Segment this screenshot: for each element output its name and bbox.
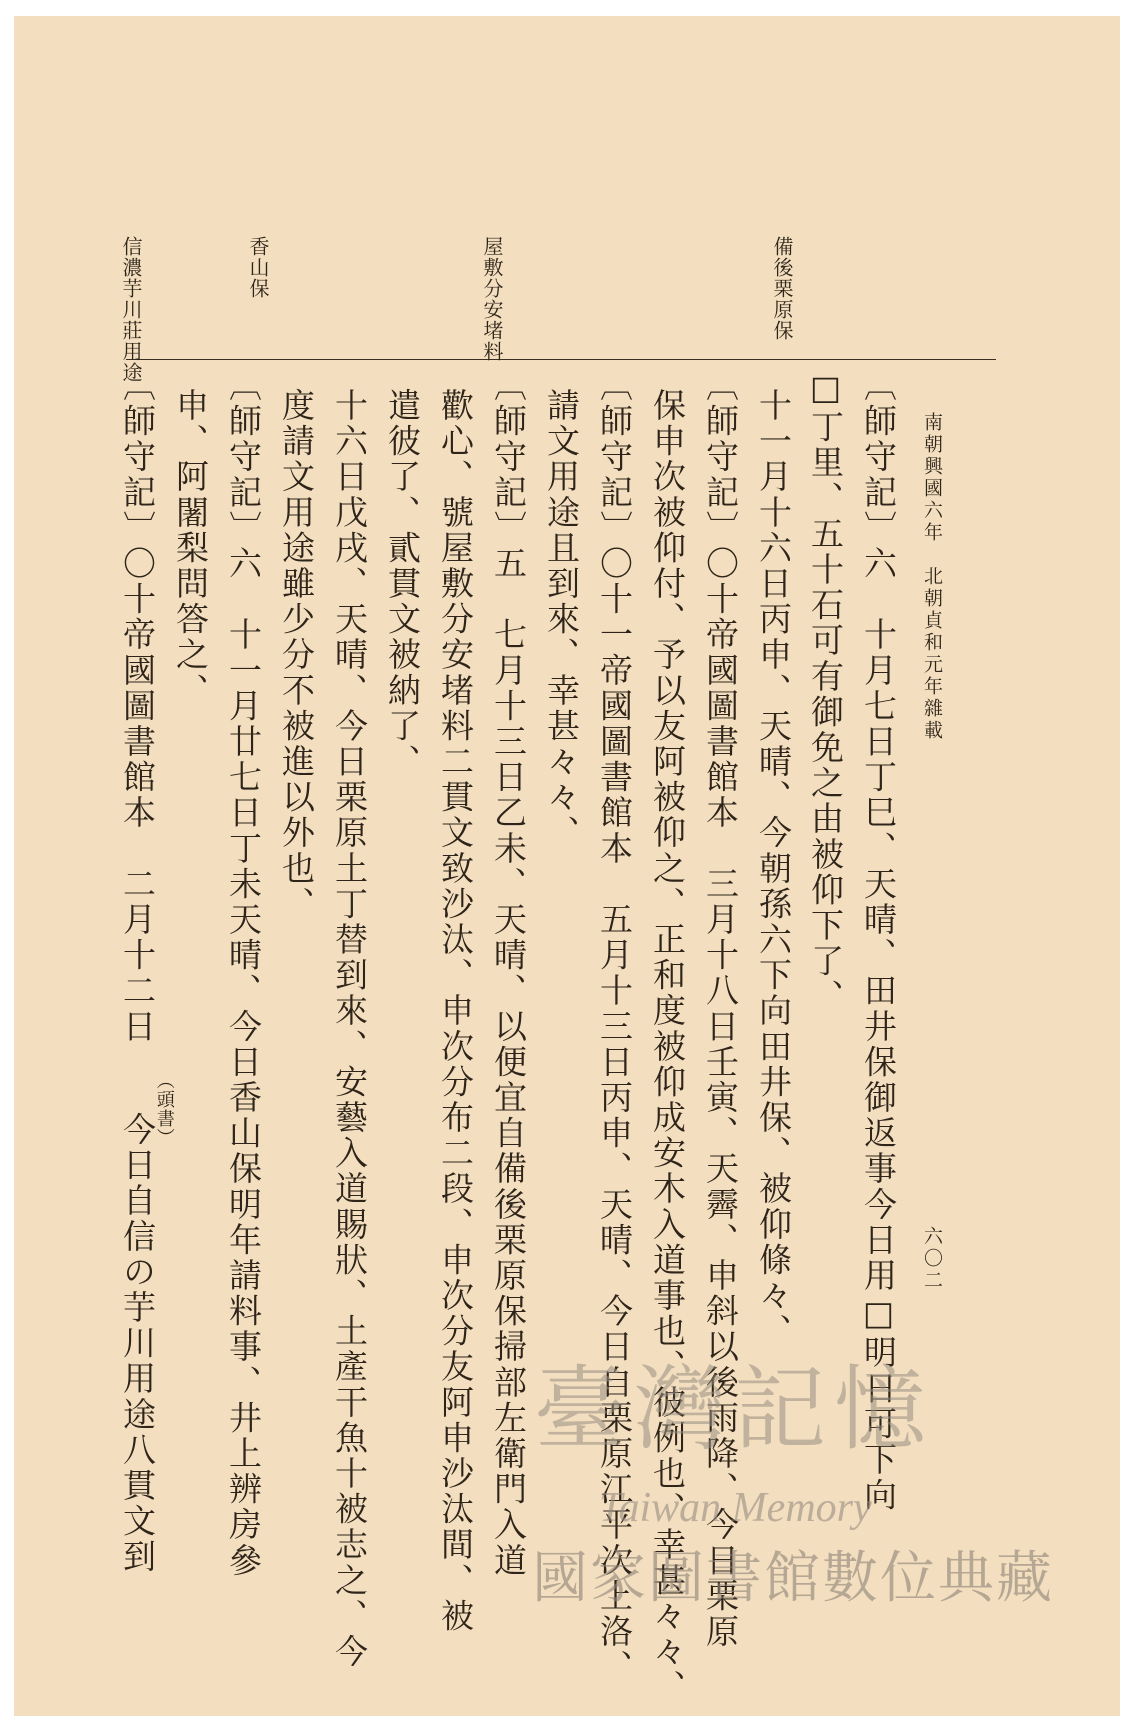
text-column-7: 請文用途且到來、幸甚々々、 [542,388,581,851]
text-column-5: 保申次被仰付、予以友阿被仰之、正和度被仰成安木入道事也、彼例也、幸甚々々、 [648,388,687,1706]
text-column-6: 〔師守記〕〇十一帝國圖書館本 五月十三日丙申、天晴、今日自栗原江平次上洛、 [595,368,634,1686]
text-column-15-cont: 今日自信の芋川用途八貫文到 [118,1112,157,1575]
margin-note-kayama: 香山保 [246,236,270,299]
text-column-10: 遣彼了、貳貫文被納了、 [383,388,422,780]
margin-note-yashiki-ando: 屋敷分安堵料 [480,236,504,362]
text-column-12: 度請文用途雖少分不被進以外也、 [277,388,316,922]
watermark-institution: 國家圖書館數位典藏 [532,1546,1054,1611]
margin-note-bingo-kurihara: 備後栗原保 [770,236,794,341]
watermark-english: Taiwan Memory [599,1485,872,1531]
running-title: 南朝興國六年 北朝貞和元年雜載 [921,412,943,742]
text-column-13: 〔師守記〕六 十一月廿七日丁未天晴、今日香山保明年請料事、井上辨房參 [224,368,263,1579]
text-column-11: 十六日戊戌、天晴、今日栗原土丁替到來、安藝入道賜狀、土產干魚十被志之、今 [330,388,369,1670]
text-column-15: 〔師守記〕〇十帝國圖書館本 二月十二日 [118,368,157,1045]
text-column-14: 申、阿闍梨問答之、 [171,388,210,709]
watermark-logo-text: 臺灣記憶 [534,1356,935,1463]
book-page [14,16,1120,1716]
text-column-1: 〔師守記〕六 十月七日丁巳、天晴、田井保御返事今日用□明日可下向 [859,368,898,1514]
text-column-4: 〔師守記〕〇十帝國圖書館本 三月十八日壬寅、天霽、申斜以後雨降、今日栗原 [701,368,740,1650]
margin-note-shinano-imokawa: 信濃芋川莊用途 [119,236,143,383]
text-column-9: 歡心、號屋敷分安堵料二貫文致沙汰、申次分布二段、申次分友阿申沙汰間、被 [436,388,475,1634]
text-column-8: 〔師守記〕五 七月十三日乙未、天晴、以便宜自備後栗原保掃部左衛門入道 [489,368,528,1579]
page-number: 六〇二 [921,1226,943,1292]
margin-divider [126,359,996,360]
text-column-3: 十一月十六日丙申、天晴、今朝孫六下向田井保、被仰條々、 [754,388,793,1350]
text-column-2: □丁里、五十石可有御免之由被仰下了、 [806,368,845,1015]
head-note-label: （頭書） [153,1071,175,1147]
